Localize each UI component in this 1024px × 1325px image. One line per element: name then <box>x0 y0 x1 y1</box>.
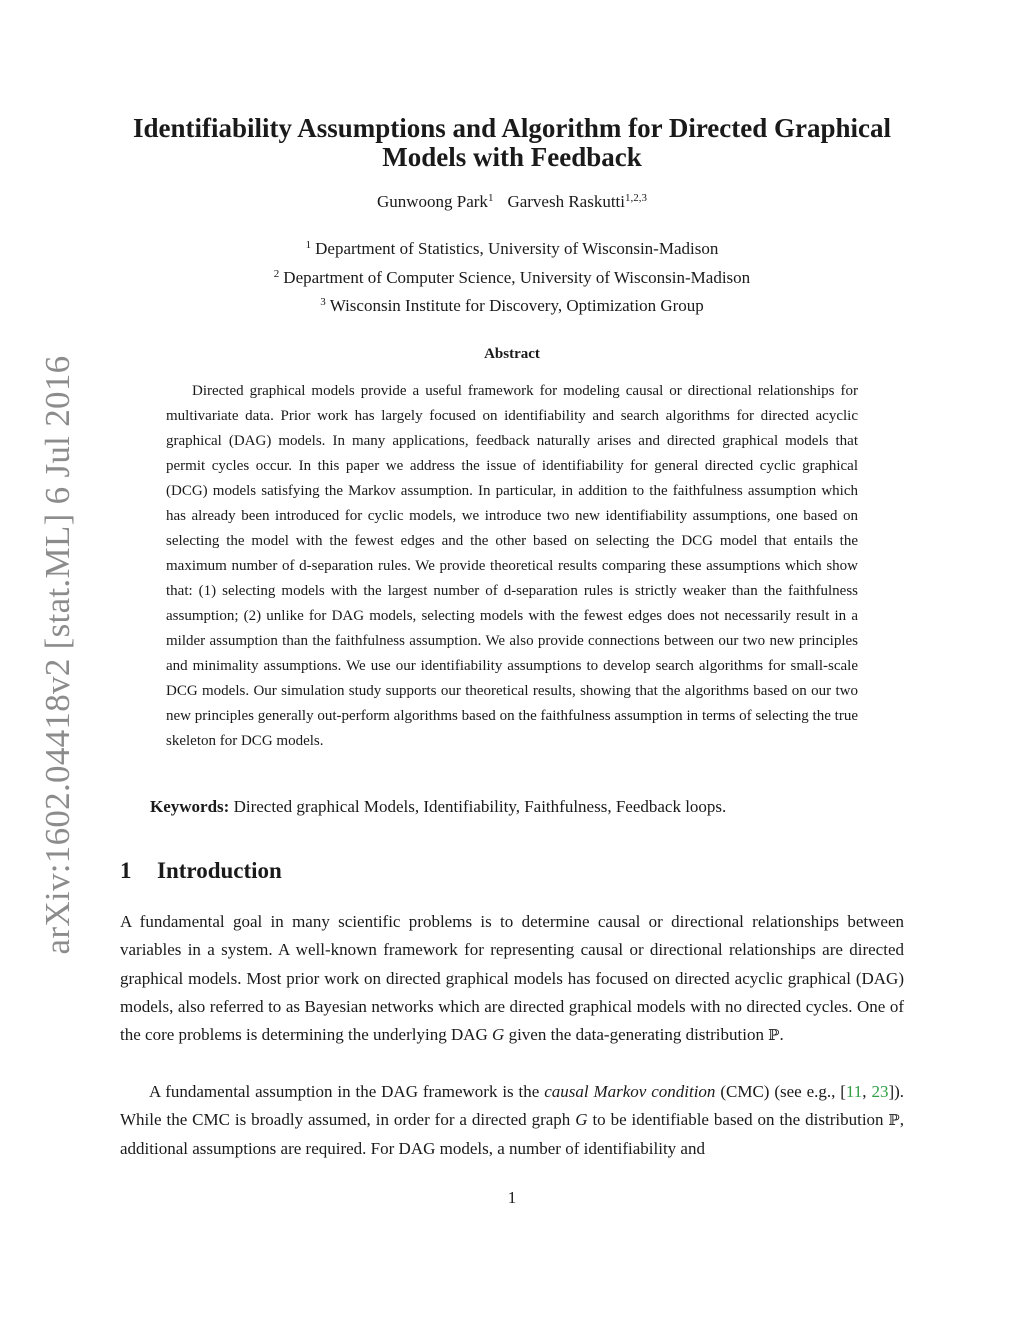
keywords-label: Keywords: <box>150 797 230 816</box>
paragraph-text: A fundamental assumption in the DAG framework is the <box>149 1082 540 1101</box>
abstract-heading: Abstract <box>484 346 540 362</box>
citation-link[interactable]: 11 <box>845 1082 863 1101</box>
keywords-line <box>150 797 890 817</box>
affiliation <box>120 292 904 321</box>
paragraph-text: to be identifiable based on the distribution <box>592 1110 884 1130</box>
author-affiliation-marker: 1 <box>487 192 494 204</box>
paragraph-text: A fundamental goal in many scientific problems is to determine causal or directional relationships between variables in a system. A well-known framework for representing causal or directional relationships are directed graphical models. Most prior work on directed graphical models has focused on directed acyclic graphical (DAG) models, also referred to as Bayesian networks which are directed graphical models with no directed cycles. One of the core problems is determining the underlying DAG <box>120 912 904 1045</box>
paragraph-text: . <box>779 1025 784 1045</box>
arxiv-identifier-stamp: arXiv:1602.04418v2 [stat.ML] 6 Jul 2016 <box>38 355 77 955</box>
affiliation-text: Wisconsin Institute for Discovery, Optimization Group <box>329 296 704 315</box>
affiliation <box>120 264 904 293</box>
author-name: Gunwoong Park <box>376 192 488 211</box>
paper-title: Identifiability Assumptions and Algorithm for Directed Graphical Models with Feedback <box>132 113 892 172</box>
emphasis-term: causal Markov condition <box>544 1082 716 1101</box>
paragraph-text: (CMC) (see e.g., [ <box>720 1082 846 1101</box>
affiliation-text: Department of Computer Science, University of Wisconsin-Madison <box>283 267 751 287</box>
intro-paragraph-1 <box>120 908 904 1049</box>
affiliation-list <box>120 235 904 321</box>
graph-symbol: G <box>575 1110 588 1130</box>
citation-link[interactable]: 23 <box>871 1082 889 1101</box>
author-list <box>120 192 904 212</box>
author-affiliation-marker: 1,2,3 <box>625 192 648 204</box>
paragraph-text: , <box>862 1082 867 1101</box>
affiliation-marker: 1 <box>305 239 312 251</box>
affiliation-text: Department of Statistics, University of Wisconsin-Madison <box>315 239 719 258</box>
paragraph-text: given the data-generating distribution <box>508 1025 764 1045</box>
graph-symbol: G <box>492 1025 505 1045</box>
paragraph-text: , additional assumptions are required. For DAG models, a number of identifiability and <box>120 1110 905 1158</box>
affiliation <box>120 235 904 264</box>
intro-paragraph-2 <box>120 1078 904 1163</box>
page-number: 1 <box>507 1188 517 1207</box>
distribution-symbol: ℙ <box>888 1111 900 1130</box>
abstract-body: Directed graphical models provide a useful framework for modeling causal or directional relationships for multivariate data. Prior work has largely focused on identifiability and search algorithms for directed acyclic graphical (DAG) models. In many applications, feedback naturally arises and directed graphical models that permit cycles occur. In this paper we address the issue of identifiability for general directed cyclic graphical (DCG) models satisfying the Markov assumption. In particular, in addition to the faithfulness assumption which has already been introduced for cyclic models, we introduce two new identifiability assumptions, one based on selecting the model with the fewest edges and the other based on selecting the DCG model that entails the maximum number of d-separation rules. We provide theoretical results comparing these assumptions which show that: (1) selecting models with the largest number of d-separation rules is strictly weaker than the faithfulness assumption; (2) unlike for DAG models, selecting models with the fewest edges does not necessarily result in a milder assumption than the faithfulness assumption. We also provide connections between our two new principles and minimality assumptions. We use our identifiability assumptions to develop search algorithms for small-scale DCG models. Our simulation study supports our theoretical results, showing that the algorithms based on our two new principles generally out-perform algorithms based on the faithfulness assumption in terms of selecting the true skeleton for DCG models. <box>166 383 858 749</box>
section-heading <box>120 858 282 884</box>
distribution-symbol: ℙ <box>768 1026 780 1045</box>
affiliation-marker: 3 <box>320 296 326 308</box>
paragraph-text: ]). While the CMC is broadly assumed, in order for a directed graph <box>120 1082 905 1130</box>
affiliation-marker: 2 <box>273 267 280 280</box>
author-name: Garvesh Raskutti <box>507 192 626 211</box>
keywords-text: Directed graphical Models, Identifiability, Faithfulness, Feedback loops. <box>233 797 727 816</box>
section-title: Introduction <box>157 858 282 883</box>
section-number: 1 <box>120 858 132 883</box>
